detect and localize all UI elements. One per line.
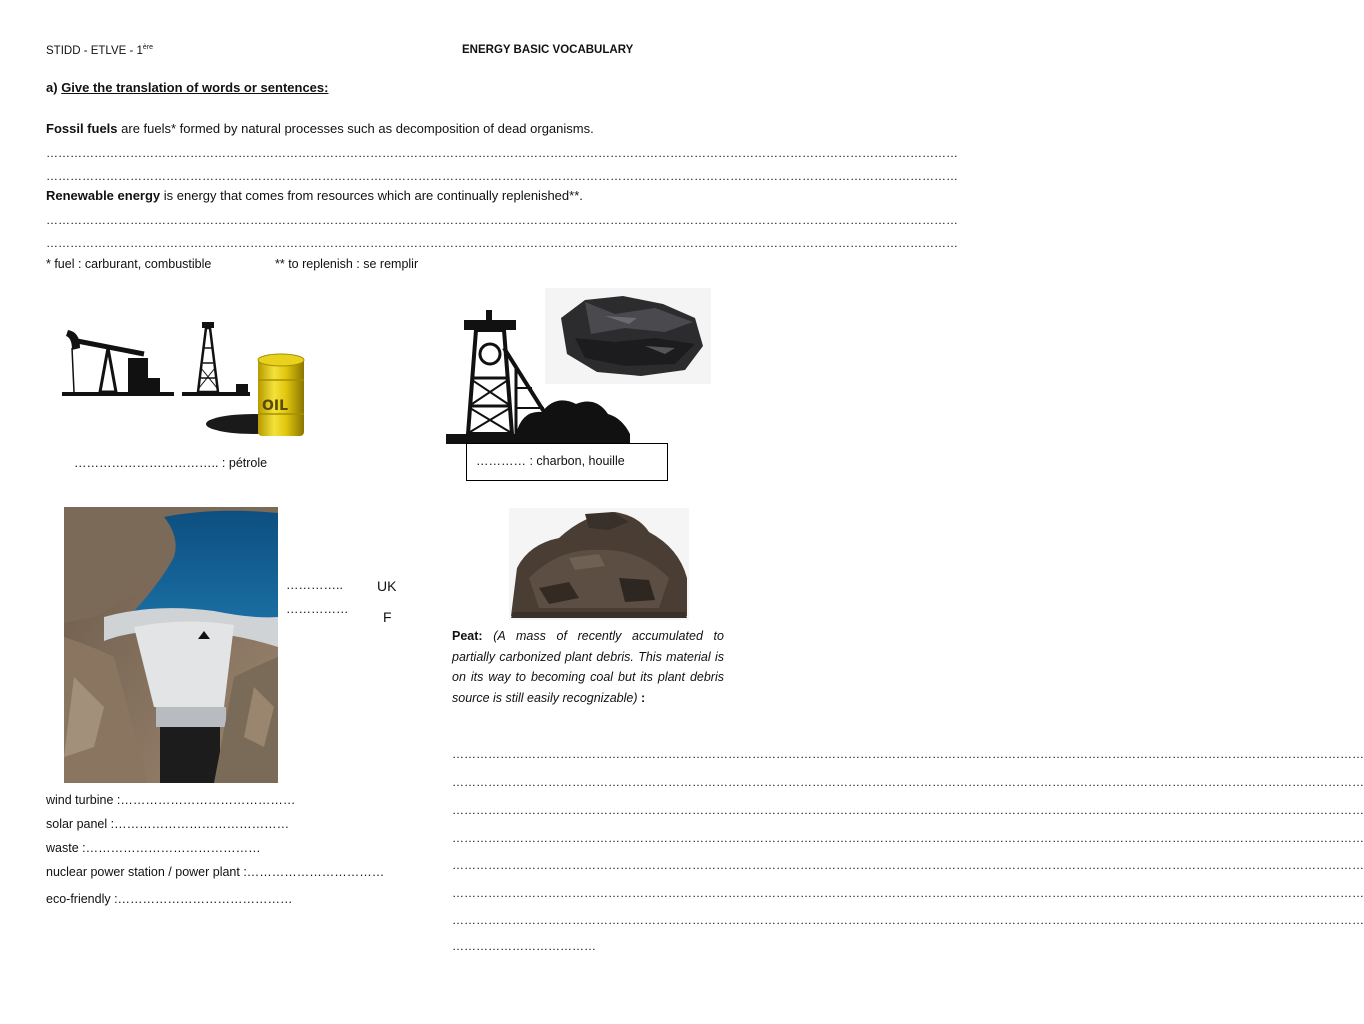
peat-answer-line[interactable]: ………………………………………………………………………………………………………………………………………………………………………………………………………… xyxy=(452,913,1364,927)
fossil-fuels-sentence xyxy=(46,121,594,136)
vocab-waste[interactable]: waste :…………………………………… xyxy=(46,841,261,855)
header-title: ENERGY BASIC VOCABULARY xyxy=(462,44,634,56)
uk-label: UK xyxy=(377,578,397,594)
renewable-sentence xyxy=(46,188,583,203)
answer-line[interactable]: ………………………………………………………………………………………………………………………………………………………………………………………………………… xyxy=(46,213,958,227)
renewable-rest: is energy that comes from resources which are continually replenished**. xyxy=(160,188,583,203)
renewable-term: Renewable energy xyxy=(46,188,161,203)
vocab-solar-panel[interactable]: solar panel :…………………………………… xyxy=(46,817,290,831)
fossil-term: Fossil fuels xyxy=(46,121,118,136)
vocab-wind-turbine[interactable]: wind turbine :…………………………………… xyxy=(46,793,296,807)
fossil-rest: are fuels* formed by natural processes such as decomposition of dead organisms. xyxy=(117,121,594,136)
charbon-box xyxy=(466,443,668,481)
peat-answer-line[interactable]: ………………………………………………………………………………………………………………………………………………………………………………………………………… xyxy=(452,747,1364,761)
vocab-eco-friendly[interactable]: eco-friendly :…………………………………… xyxy=(46,892,293,906)
vocab-nuclear-power-station[interactable]: nuclear power station / power plant :…………………………… xyxy=(46,865,385,879)
header-left: STIDD - ETLVE - 1ère xyxy=(46,44,154,57)
peat-definition-text: (A mass of recently accumulated to partially carbonized plant debris. This material is on its way to becoming coal but its plant debris source is still easily recognizable) xyxy=(452,629,724,705)
section-heading xyxy=(46,80,328,95)
section-letter: a) xyxy=(46,80,58,95)
oil-illustration xyxy=(58,318,328,448)
dam-photo xyxy=(64,507,278,783)
answer-line[interactable]: ………………………………………………………………………………………………………………………………………………………………………………………………………… xyxy=(46,146,958,160)
peat-photo xyxy=(509,508,689,620)
peat-answer-line[interactable]: ………………………………………………………………………………………………………………………………………………………………………………………………………… xyxy=(452,858,1364,872)
section-title: Give the translation of words or sentences: xyxy=(61,80,329,95)
peat-term: Peat: xyxy=(452,629,483,643)
peat-answer-line[interactable]: ………………………………………………………………………………………………………………………………………………………………………………………………………… xyxy=(452,803,1364,817)
peat-answer-line[interactable]: ………………………………………………………………………………………………………………………………………………………………………………………………………… xyxy=(452,886,1364,900)
peat-answer-line[interactable]: ………………………………………………………………………………………………………………………………………………………………………………………………………… xyxy=(452,775,1364,789)
peat-answer-line[interactable]: ………………………………………………………………………………………………………………………………………………………………………………………………………… xyxy=(452,831,1364,845)
answer-line[interactable]: ………………………………………………………………………………………………………………………………………………………………………………………………………… xyxy=(46,236,958,250)
charbon-label[interactable]: ………… : charbon, houille xyxy=(476,454,625,468)
coal-photo xyxy=(545,288,711,384)
f-label: F xyxy=(383,609,392,625)
f-dots[interactable]: …………… xyxy=(286,602,349,616)
uk-dots[interactable]: ………….. xyxy=(286,578,343,592)
note-fuel: * fuel : carburant, combustible xyxy=(46,257,212,271)
peat-answer-line-last[interactable]: ……………………………… xyxy=(452,939,596,953)
peat-colon: : xyxy=(637,690,646,705)
peat-definition xyxy=(452,626,724,708)
answer-line[interactable]: ………………………………………………………………………………………………………………………………………………………………………………………………………… xyxy=(46,169,958,183)
oil-drum-label: OIL xyxy=(262,398,289,414)
petrole-label[interactable]: …………………………….. : pétrole xyxy=(74,456,268,470)
note-replenish: ** to replenish : se remplir xyxy=(275,257,419,271)
